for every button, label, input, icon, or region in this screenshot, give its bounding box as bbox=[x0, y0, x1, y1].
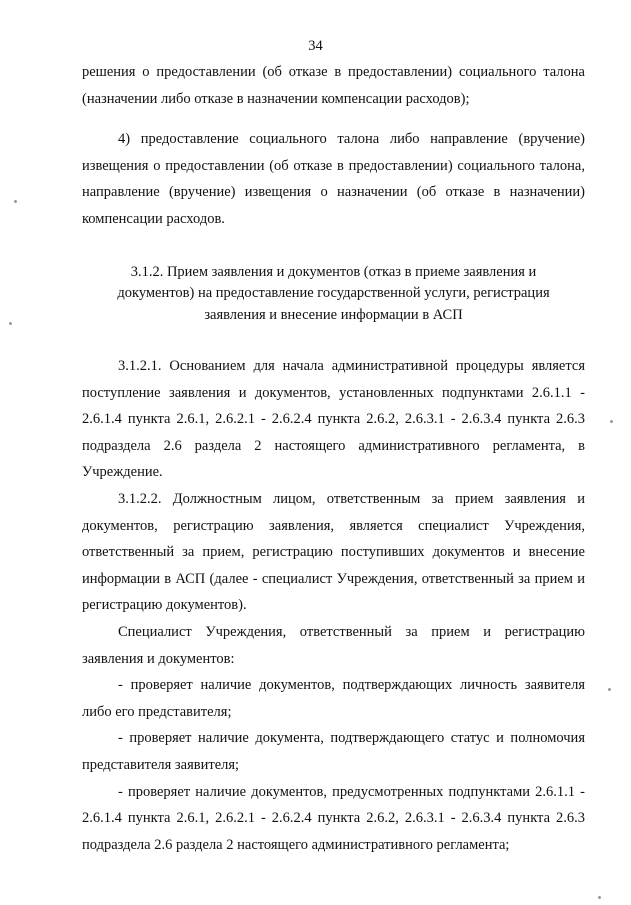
body-text bbox=[82, 59, 585, 858]
page-number: 34 bbox=[308, 38, 323, 54]
paragraph-3-1-2-2: 3.1.2.2. Должностным лицом, ответственным за прием заявления и документов, регистрацию заявления, является специалист Учреждения, ответственный за прием, регистрацию поступивших документов и внесение информации в АСП (далее - специалист Учреждения, ответственный за прием и регистрацию документов). bbox=[82, 491, 585, 614]
paragraph-item-4: 4) предоставление социального талона либо направление (вручение) извещения о предоставлении (об отказе в предоставлении) социального талона, направление (вручение) извещения о назначении (об отказе в назначении) компенсации расходов. bbox=[82, 131, 585, 227]
scan-speck bbox=[9, 322, 12, 325]
scan-speck bbox=[14, 200, 17, 203]
paragraph-continuation: решения о предоставлении (об отказе в предоставлении) социального талона (назначении либо отказе в назначении компенсации расходов); bbox=[82, 64, 585, 107]
list-item-documents: - проверяет наличие документов, предусмотренных подпунктами 2.6.1.1 - 2.6.1.4 пункта 2.6.1, 2.6.2.1 - 2.6.2.4 пункта 2.6.2, 2.6.3.1 - 2.6.3.4 пункта 2.6.3 подраздела 2.6 раздела 2 настоящего административного регламента; bbox=[82, 783, 585, 853]
section-heading: 3.1.2. Прием заявления и документов (отказ в приеме заявления и документов) на предоставление государственной услуги, регистрация заявления и внесение информации в АСП bbox=[117, 263, 550, 323]
scan-speck bbox=[598, 896, 601, 899]
scan-speck bbox=[608, 688, 611, 691]
list-item-identity: - проверяет наличие документов, подтверждающих личность заявителя либо его представителя; bbox=[82, 677, 585, 720]
paragraph-3-1-2-1: 3.1.2.1. Основанием для начала административной процедуры является поступление заявления и документов, установленных подпунктами 2.6.1.1 - 2.6.1.4 пункта 2.6.1, 2.6.2.1 - 2.6.2.4 пункта 2.6.2, 2.6.3.1 - 2.6.3.4 пункта 2.6.3 подраздела 2.6 раздела 2 настоящего административного регламента, в Учреждение. bbox=[82, 358, 585, 481]
list-item-status: - проверяет наличие документа, подтверждающего статус и полномочия представителя заявителя; bbox=[82, 730, 585, 773]
paragraph-specialist: Специалист Учреждения, ответственный за прием и регистрацию заявления и документов: bbox=[82, 624, 585, 667]
scan-speck bbox=[610, 420, 613, 423]
